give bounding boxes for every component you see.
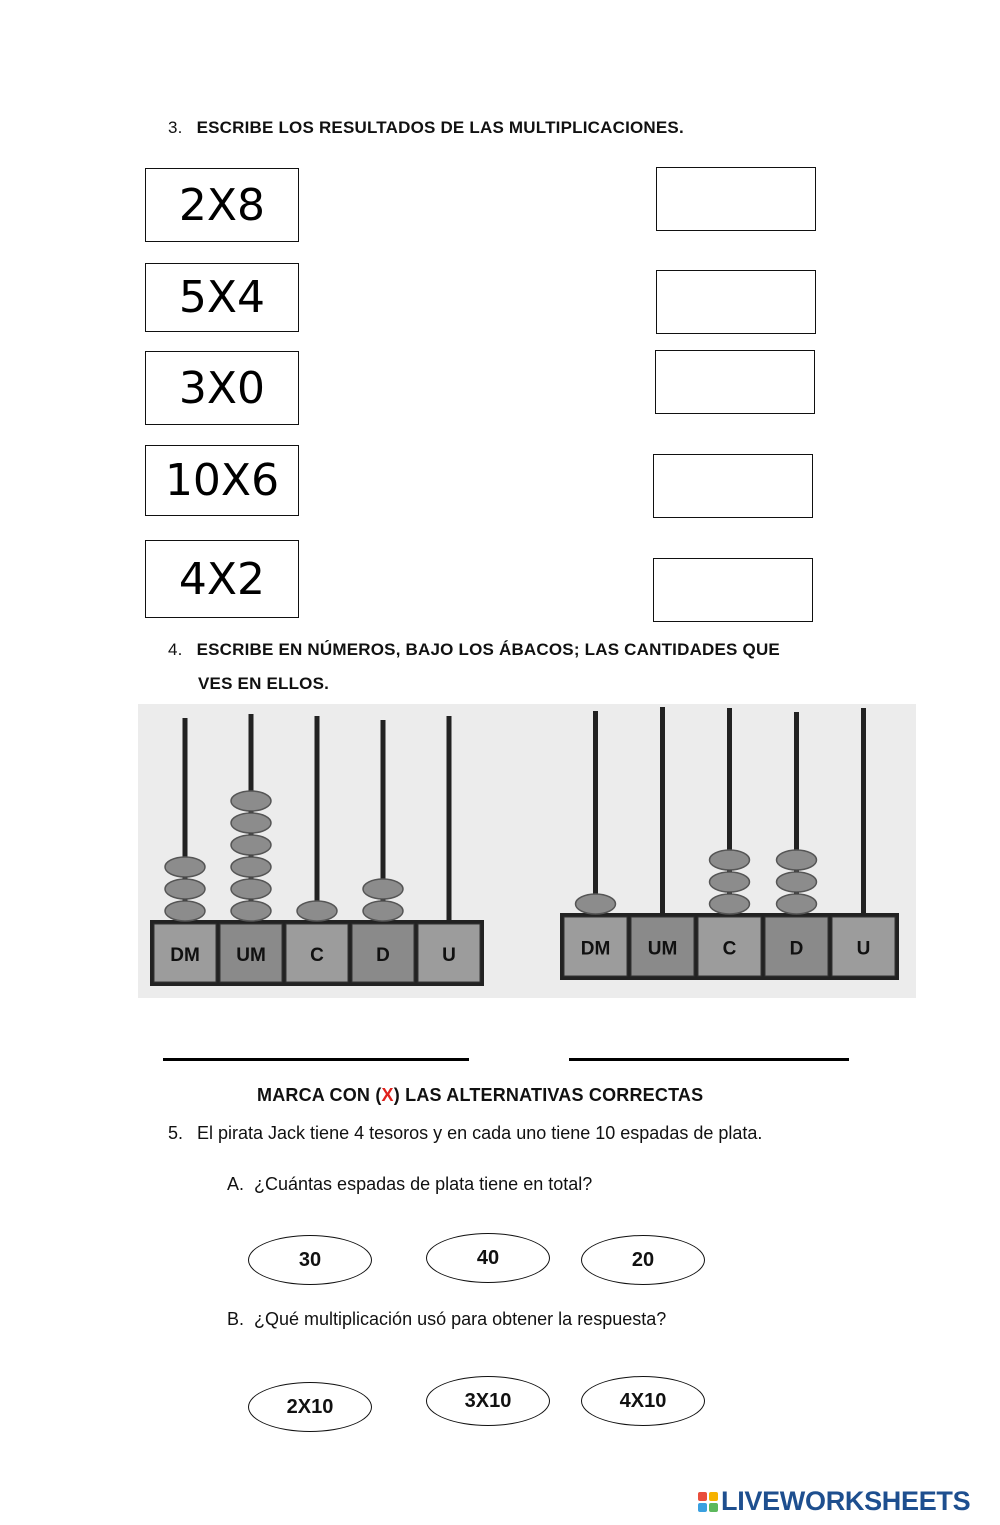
option-30[interactable]: 30 — [248, 1235, 372, 1285]
abacus-right-label: D — [789, 938, 804, 960]
option-4x10[interactable]: 4X10 — [581, 1376, 705, 1426]
q5a-letter: A. — [227, 1174, 245, 1194]
q4-title-line1: ESCRIBE EN NÚMEROS, BAJO LOS ÁBACOS; LAS CANTIDADES QUE — [196, 640, 780, 659]
liveworksheets-logo-icon — [698, 1492, 718, 1512]
abacus-right-bead — [710, 850, 750, 870]
abacus-left-bead — [165, 879, 205, 899]
operation-box: 4X2 — [145, 540, 299, 618]
abacus-answer-line-left[interactable] — [163, 1058, 469, 1061]
q4-title-line2: VES EN ELLOS. — [198, 674, 330, 693]
option-20[interactable]: 20 — [581, 1235, 705, 1285]
operation-box: 2X8 — [145, 168, 299, 242]
mark-instruction — [257, 1085, 703, 1106]
abacus-left-bead — [231, 857, 271, 877]
abacus-left-bead — [231, 813, 271, 833]
abacus-right-bead — [777, 894, 817, 914]
q5-text: El pirata Jack tiene 4 tesoros y en cada uno tiene 10 espadas de plata. — [197, 1123, 763, 1143]
abacus-right-bead — [710, 894, 750, 914]
q3-heading — [168, 118, 684, 138]
operation-box: 5X4 — [145, 263, 299, 332]
abacus-right-label: U — [856, 938, 871, 960]
q3-number: 3. — [168, 118, 183, 137]
abacus-answer-line-right[interactable] — [569, 1058, 849, 1061]
answer-input-box[interactable] — [655, 350, 815, 414]
q5-number: 5. — [168, 1123, 184, 1143]
q5b-heading — [227, 1309, 666, 1330]
q3-title: ESCRIBE LOS RESULTADOS DE LAS MULTIPLICACIONES. — [196, 118, 684, 137]
answer-input-box[interactable] — [653, 454, 813, 518]
abacus-left-bead — [231, 835, 271, 855]
q4-heading — [168, 640, 780, 660]
mark-prefix: MARCA CON ( — [257, 1085, 382, 1105]
q5b-question: ¿Qué multiplicación usó para obtener la respuesta? — [254, 1309, 667, 1329]
abacus-left-bead — [231, 879, 271, 899]
option-2x10[interactable]: 2X10 — [248, 1382, 372, 1432]
abacus-right-label: UM — [647, 938, 678, 960]
abacus-illustration — [138, 704, 916, 998]
answer-input-box[interactable] — [656, 270, 816, 334]
abacus-left-label: U — [442, 945, 456, 966]
mark-suffix: ) LAS ALTERNATIVAS CORRECTAS — [393, 1085, 704, 1105]
operation-box: 10X6 — [145, 445, 299, 516]
answer-input-box[interactable] — [656, 167, 816, 231]
abacus-right-bead — [576, 894, 616, 914]
abacus-right-bead — [777, 872, 817, 892]
abacus-right-label: C — [722, 938, 737, 960]
answer-input-box[interactable] — [653, 558, 813, 622]
option-3x10[interactable]: 3X10 — [426, 1376, 550, 1426]
brand-name: LIVEWORKSHEETS — [721, 1486, 971, 1516]
abacus-left-bead — [165, 901, 205, 921]
abacus-right-bead — [710, 872, 750, 892]
abacus-left-label: C — [310, 945, 324, 966]
operation-box: 3X0 — [145, 351, 299, 425]
abacus-left-label: DM — [170, 945, 200, 966]
liveworksheets-logo — [698, 1486, 970, 1517]
abacus-left-bead — [165, 857, 205, 877]
q5a-question: ¿Cuántas espadas de plata tiene en total? — [254, 1174, 593, 1194]
abacus-right-label: DM — [580, 938, 611, 960]
abacus-right-bead — [777, 850, 817, 870]
option-40[interactable]: 40 — [426, 1233, 550, 1283]
abacus-left-label: UM — [236, 945, 266, 966]
abacus-left-bead — [363, 901, 403, 921]
abacus-panel — [138, 704, 916, 998]
abacus-left-label: D — [376, 945, 390, 966]
q5a-heading — [227, 1174, 592, 1195]
q5b-letter: B. — [227, 1309, 245, 1329]
abacus-left-bead — [297, 901, 337, 921]
abacus-left-bead — [231, 901, 271, 921]
abacus-left-bead — [363, 879, 403, 899]
q5-statement — [168, 1123, 762, 1144]
abacus-left-bead — [231, 791, 271, 811]
q4-number: 4. — [168, 640, 183, 659]
mark-x-symbol: X — [381, 1085, 394, 1105]
